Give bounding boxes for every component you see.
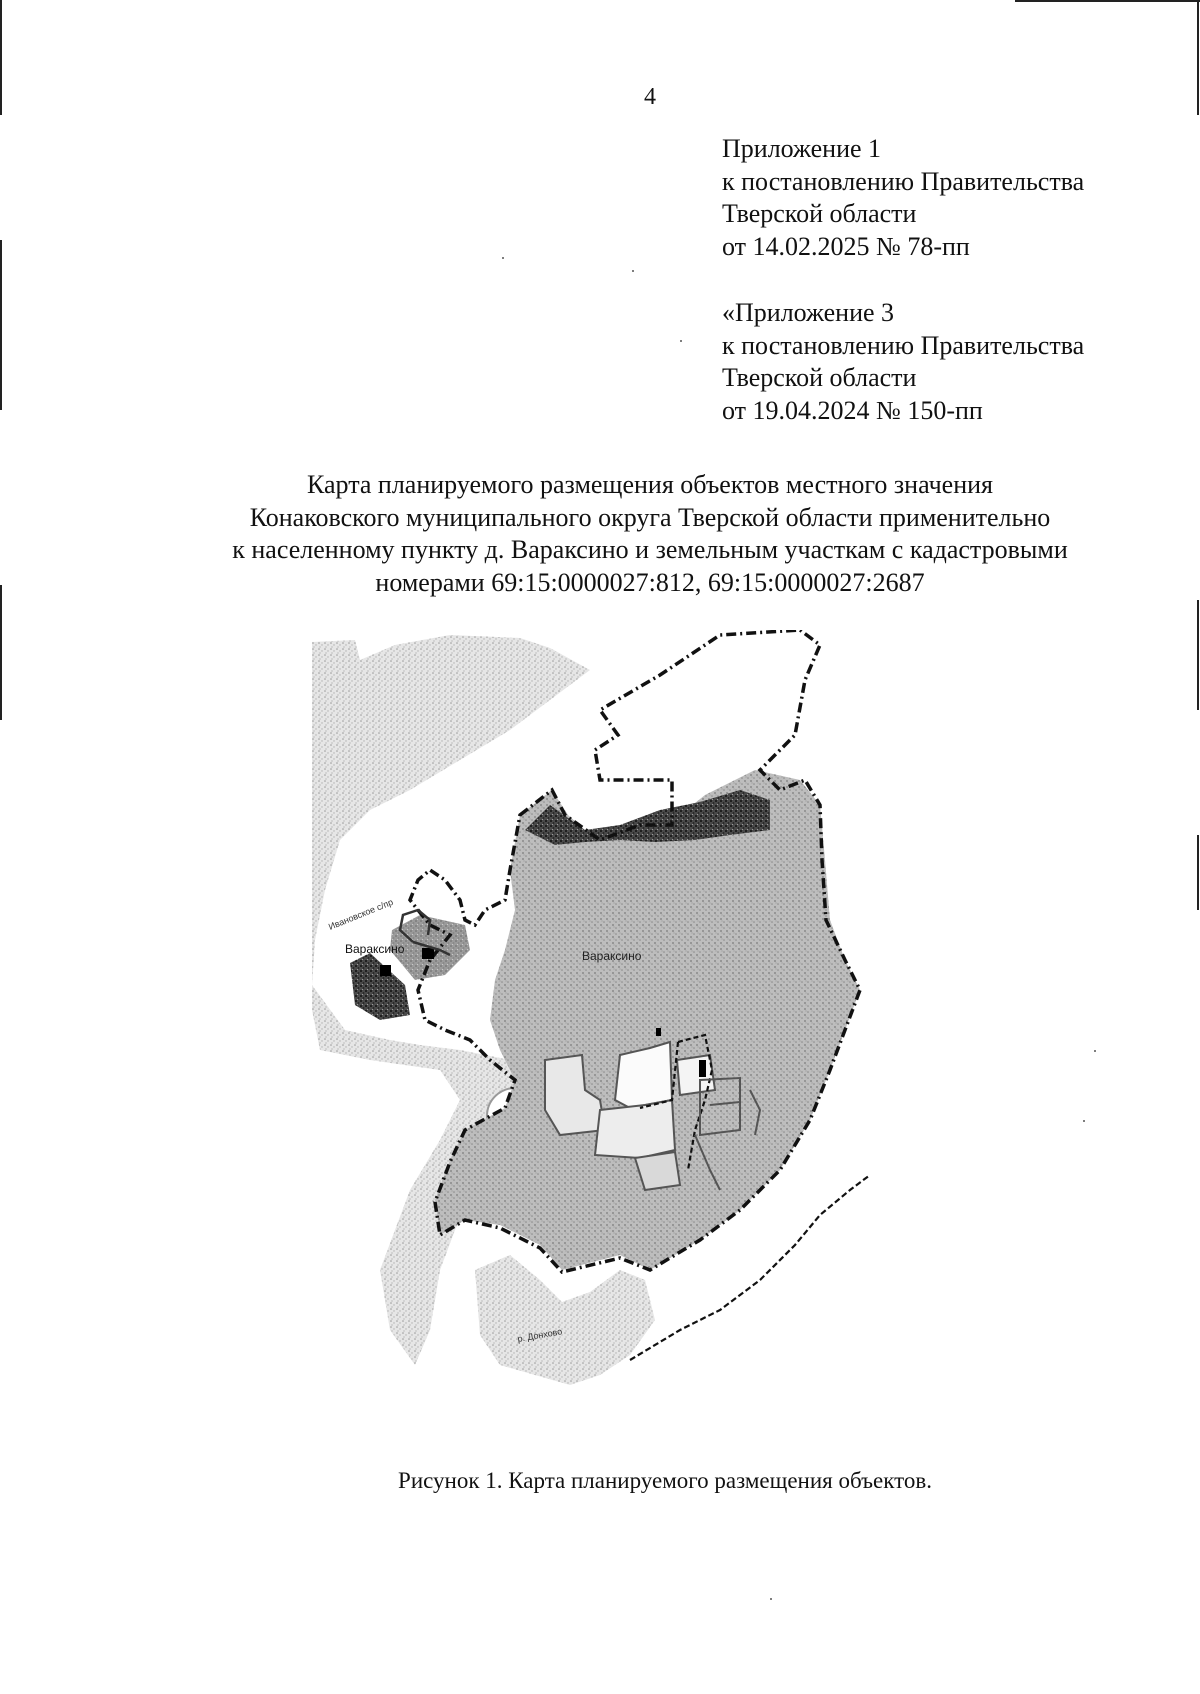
map-label-settlement-main: Вараксино [582, 949, 642, 963]
appendix-line: от 19.04.2024 № 150-пп [722, 395, 983, 425]
appendix-line: к постановлению Правительства [722, 166, 1085, 196]
appendix-heading-current [722, 133, 1084, 263]
appendix-line: Тверской области [722, 363, 917, 392]
scan-edge-right [1197, 600, 1199, 710]
title-line: номерами 69:15:0000027:812, 69:15:0000027:2687 [375, 567, 925, 597]
scan-speck [1083, 1120, 1085, 1122]
planned-object-marker [422, 948, 434, 959]
plot-block-c [595, 1100, 675, 1158]
scan-speck [632, 270, 634, 272]
figure-caption: Рисунок 1. Карта планируемого размещения объектов. [398, 1468, 932, 1493]
title-line: к населенному пункту д. Вараксино и земельным участкам с кадастровыми [232, 535, 1068, 564]
planned-object-marker [656, 1028, 661, 1036]
map-label-river: р. Донхово [516, 1326, 563, 1344]
appendix-line: Тверской области [722, 199, 917, 228]
scan-edge-left [0, 585, 2, 720]
scan-speck [502, 257, 504, 259]
water-area-south [475, 1255, 655, 1385]
plot-block-e [677, 1055, 715, 1095]
map-label-settlement-west: Вараксино [345, 942, 405, 956]
appendix-heading-amended [722, 297, 1084, 427]
settlement-area [435, 770, 860, 1270]
appendix-line: «Приложение 3 [722, 298, 895, 327]
scan-edge-right [1197, 835, 1199, 910]
scan-speck [680, 340, 682, 342]
planned-object-marker [699, 1060, 706, 1077]
appendix-line: к постановлению Правительства [722, 330, 1085, 360]
map-label-district: Ивановское с/пр [327, 896, 395, 932]
planning-map [300, 630, 870, 1405]
planned-object-marker [380, 965, 391, 976]
scan-speck [770, 1598, 772, 1600]
page-number: 4 [644, 84, 656, 110]
scan-speck [1094, 1050, 1096, 1052]
planning-map-svg [300, 630, 870, 1405]
scan-edge-top [1015, 0, 1200, 2]
title-line: Карта планируемого размещения объектов местного значения [307, 470, 993, 499]
document-title [150, 469, 1150, 599]
scan-edge-left [0, 240, 2, 410]
appendix-line: Приложение 1 [722, 134, 882, 163]
appendix-line: от 14.02.2025 № 78-пп [722, 231, 970, 261]
title-line: Конаковского муниципального округа Тверской области применительно [249, 502, 1051, 532]
